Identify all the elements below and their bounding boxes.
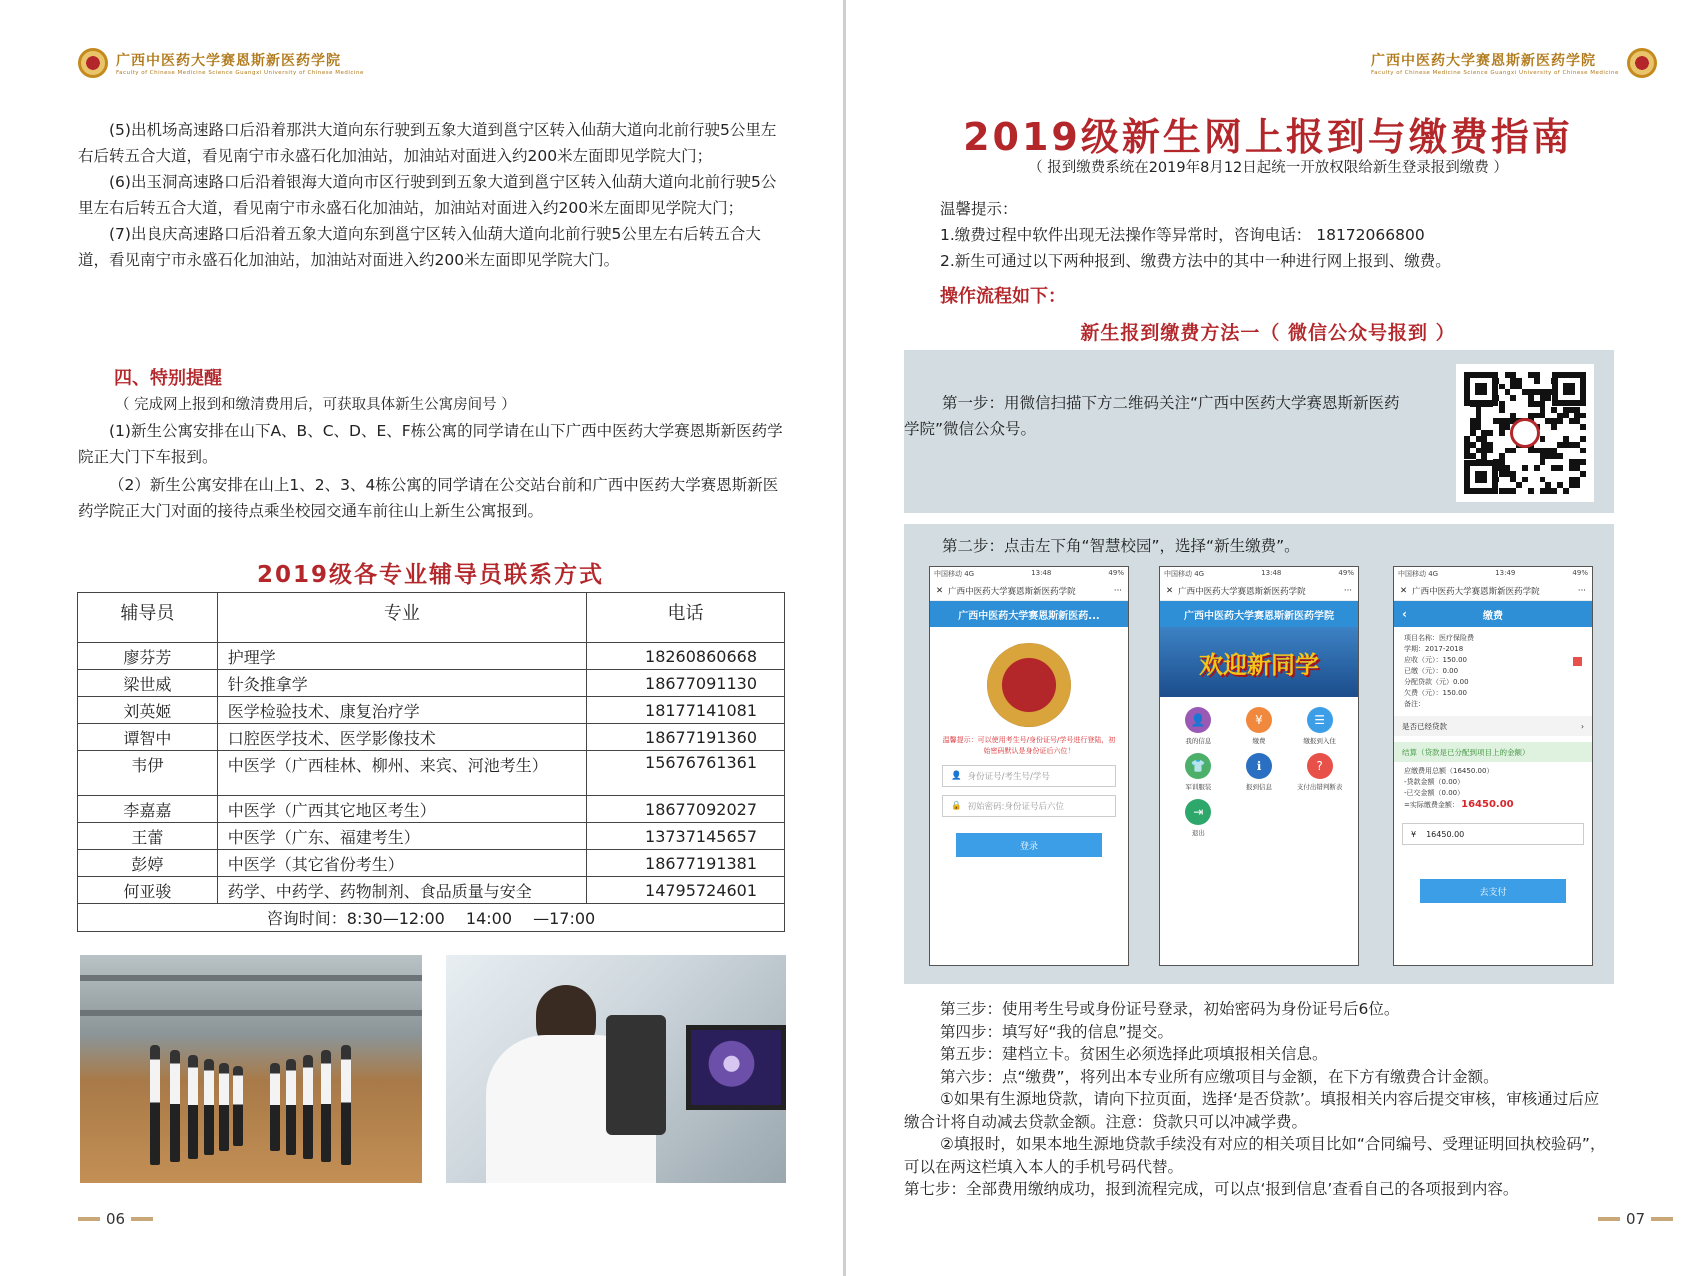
counselor-name: 韦伊 <box>78 751 218 796</box>
school-name: 广西中医药大学赛恩斯新医药学院 <box>1371 53 1596 69</box>
close-icon[interactable]: ✕ <box>1166 585 1174 596</box>
lab-photo <box>446 955 786 1183</box>
amount-input[interactable]: ¥ 16450.00 <box>1402 823 1584 845</box>
counselor-phone: 14795724601 <box>587 877 785 904</box>
menu-item[interactable] <box>1229 707 1290 745</box>
school-name-en: Faculty of Chinese Medicine Science Guangxi University of Chinese Medicine <box>1371 70 1619 76</box>
step-line: 第三步：使用考生号或身份证号登录，初始密码为身份证号后6位。 <box>940 1000 1400 1018</box>
app-title-bar: ‹ 缴费 <box>1394 601 1592 627</box>
back-icon[interactable]: ‹ <box>1402 607 1407 621</box>
step-two-panel <box>904 524 1614 984</box>
menu-item[interactable] <box>1168 799 1229 837</box>
chevron-right-icon: › <box>1581 721 1584 731</box>
counselor-name: 王蕾 <box>78 823 218 850</box>
table-row <box>78 823 785 850</box>
menu-screenshot <box>1159 566 1359 966</box>
counselor-name: 李嘉嘉 <box>78 796 218 823</box>
checkbox-icon[interactable] <box>1573 657 1582 666</box>
wechat-nav: ✕ 广西中医药大学赛恩斯新医药学院 ··· <box>930 581 1128 601</box>
directions-block <box>78 117 783 273</box>
counselor-major: 医学检验技术、康复治疗学 <box>217 697 586 724</box>
menu-item[interactable] <box>1229 753 1290 791</box>
login-button[interactable]: 登录 <box>956 833 1102 857</box>
menu-item[interactable] <box>1289 707 1350 745</box>
school-seal <box>987 643 1071 727</box>
direction-item: (6)出玉洞高速路口后沿着银海大道向市区行驶到到五象大道到邕宁区转入仙葫大道向北前行驶5公里左右后转五合大道，看见南宁市永盛石化加油站，加油站对面进入约200米左面即见学院大门； <box>78 173 777 217</box>
uniform-icon: 👕 <box>1185 753 1211 779</box>
reminder-item: （2）新生公寓安排在山上1、2、3、4栋公寓的同学请在公交站台前和广西中医药大学赛恩斯新医药学院正大门对面的接待点乘坐校园交通车前往山上新生公寓报到。 <box>78 476 779 520</box>
school-name-en: Faculty of Chinese Medicine Science Guangxi University of Chinese Medicine <box>116 70 364 76</box>
user-icon: 👤 <box>1185 707 1211 733</box>
consult-hours: 咨询时间：8:30—12:00 14:00 —17:00 <box>78 904 785 932</box>
table-title: 2019级各专业辅导员联系方式 <box>256 562 604 588</box>
login-warning: 温馨提示：可以使用考生号/身份证号/学号进行登陆，初始密码默认是身份证后六位！ <box>942 736 1116 755</box>
app-title-bar: 广西中医药大学赛恩斯新医药... <box>930 601 1128 627</box>
checkin-icon: ☰ <box>1307 707 1333 733</box>
menu-item-label: 军训服装 <box>1185 783 1212 791</box>
counselor-major: 中医学（广东、福建考生） <box>217 823 586 850</box>
table-row <box>78 724 785 751</box>
school-name: 广西中医药大学赛恩斯新医药学院 <box>116 53 341 69</box>
counselor-name: 廖芬芳 <box>78 643 218 670</box>
status-bar: 中国移动 4G 13:49 49% <box>1398 569 1588 578</box>
qr-logo <box>1510 418 1540 448</box>
more-icon[interactable]: ··· <box>1113 585 1122 596</box>
info-icon: ℹ <box>1246 753 1272 779</box>
counselor-name: 刘英姬 <box>78 697 218 724</box>
more-icon[interactable]: ··· <box>1577 585 1586 596</box>
step-line: ②填报时，如果本地生源地贷款手续没有对应的相关项目比如“合同编号、受理证明回执校验码”，可以在两这栏填入本人的手机号码代替。 <box>904 1135 1606 1176</box>
tip-line: 温馨提示： <box>940 200 1018 218</box>
step-line: ①如果有生源地贷款，请向下拉页面，选择‘是否贷款’。填报相关内容后提交审核，审核通过后应缴合计将自动减去贷款金额。注意：贷款只可以冲减学费。 <box>904 1090 1600 1131</box>
password-field[interactable]: 🔒 初始密码:身份证号后六位 <box>942 795 1116 817</box>
method-title: 新生报到缴费方法一（ 微信公众号报到 ） <box>1080 322 1456 344</box>
counselor-major: 药学、中药学、药物制剂、食品质量与安全 <box>217 877 586 904</box>
page-number <box>78 1210 153 1228</box>
tip-line: 1.缴费过程中软件出现无法操作等异常时，咨询电话： 18172066800 <box>940 226 1425 244</box>
menu-item-label: 我的信息 <box>1185 737 1212 745</box>
step-one-panel <box>904 350 1614 513</box>
school-header <box>1371 48 1657 78</box>
steps-block <box>904 998 1614 1201</box>
counselor-phone: 18677191381 <box>587 850 785 877</box>
step-line: 第六步：点“缴费”，将列出本专业所有应缴项目与金额，在下方有缴费合计金额。 <box>940 1067 1499 1086</box>
table-header: 辅导员 <box>78 593 218 643</box>
status-bar: 中国移动 4G 13:48 49% <box>934 569 1124 578</box>
wechat-nav: ✕ 广西中医药大学赛恩斯新医药学院 ··· <box>1160 581 1358 601</box>
qr-code <box>1456 364 1594 502</box>
app-title-bar: 广西中医药大学赛恩斯新医药学院 <box>1160 601 1358 627</box>
counselor-phone: 15676761361 <box>587 751 785 796</box>
counselor-name: 彭婷 <box>78 850 218 877</box>
table-row <box>78 850 785 877</box>
counselor-major: 中医学（广西桂林、柳州、来宾、河池考生） <box>217 751 586 796</box>
wechat-nav: ✕ 广西中医药大学赛恩斯新医药学院 ··· <box>1394 581 1592 601</box>
counselor-major: 护理学 <box>217 643 586 670</box>
payment-icon: ¥ <box>1246 707 1272 733</box>
counselor-major: 中医学（广西其它地区考生） <box>217 796 586 823</box>
counselor-phone: 13737145657 <box>587 823 785 850</box>
close-icon[interactable]: ✕ <box>936 585 944 596</box>
settlement-summary: 应缴费用总额（16450.00） -贷款金额（0.00） -已交金额（0.00） =实际缴费金额： 16450.00 <box>1404 767 1514 810</box>
menu-grid <box>1160 697 1358 837</box>
fee-item: 项目名称：医疗保险费 学期：2017-2018 应收（元）：150.00 已缴（元）：0.00 分配贷款（元）0.00 欠费（元）：150.00 备注： <box>1394 627 1592 710</box>
table-header: 电话 <box>587 593 785 643</box>
table-footer-row <box>78 904 785 932</box>
close-icon[interactable]: ✕ <box>1400 585 1408 596</box>
menu-item-label: 支付出错判断表 <box>1296 783 1343 791</box>
step-line: 第四步：填写好“我的信息”提交。 <box>940 1022 1174 1041</box>
exit-icon: ⇥ <box>1185 799 1211 825</box>
login-screenshot <box>929 566 1129 966</box>
payment-screenshot <box>1393 566 1593 966</box>
reminder-item: (1)新生公寓安排在山下A、B、C、D、E、F栋公寓的同学请在山下广西中医药大学赛恩斯新医药学院正大门下车报到。 <box>78 422 783 466</box>
direction-item: (5)出机场高速路口后沿着那洪大道向东行驶到五象大道到邕宁区转入仙葫大道向北前行驶5公里左右后转五合大道，看见南宁市永盛石化加油站，加油站对面进入约200米左面即见学院大门； <box>78 121 777 165</box>
reminders-block <box>78 418 783 526</box>
table-row <box>78 751 785 796</box>
guide-title: 2019级新生网上报到与缴费指南 <box>963 115 1573 159</box>
right-page <box>846 0 1690 1276</box>
status-bar: 中国移动 4G 13:48 49% <box>1164 569 1354 578</box>
counselor-name: 谭智中 <box>78 724 218 751</box>
section-note: （ 完成网上报到和缴清费用后，可获取具体新生公寓房间号 ） <box>115 397 516 413</box>
loan-option[interactable]: 是否已经贷款 › <box>1394 716 1592 736</box>
welcome-banner: 欢迎新同学 <box>1160 627 1358 697</box>
pay-button[interactable]: 去支付 <box>1420 879 1566 903</box>
page-number-text: 07 <box>1626 1210 1646 1228</box>
school-logo <box>1627 48 1657 78</box>
school-logo <box>78 48 108 78</box>
lock-icon: 🔒 <box>951 801 962 811</box>
step-one-text: 第一步：用微信扫描下方二维码关注“广西中医药大学赛恩斯新医药学院”微信公众号。 <box>904 394 1400 438</box>
menu-item-label: 报到信息 <box>1245 783 1272 791</box>
guide-subtitle: （ 报到缴费系统在2019年8月12日起统一开放权限给新生登录报到缴费 ） <box>1028 160 1508 176</box>
counselor-major: 针灸推拿学 <box>217 670 586 697</box>
page-number-text: 06 <box>106 1210 126 1228</box>
table-row <box>78 643 785 670</box>
training-hall-photo <box>80 955 422 1183</box>
table-row <box>78 796 785 823</box>
counselor-phone: 18677092027 <box>587 796 785 823</box>
table-row <box>78 697 785 724</box>
counselor-phone: 18677191360 <box>587 724 785 751</box>
actual-amount: 16450.00 <box>1461 799 1514 810</box>
step-line: 第七步：全部费用缴纳成功，报到流程完成，可以点‘报到信息’查看自己的各项报到内容。 <box>904 1180 1519 1198</box>
menu-item[interactable] <box>1168 707 1229 745</box>
tip-line: 2.新生可通过以下两种报到、缴费方法中的其中一种进行网上报到、缴费。 <box>940 252 1451 270</box>
school-header <box>78 48 364 78</box>
menu-item[interactable] <box>1289 753 1350 791</box>
direction-item: (7)出良庆高速路口后沿着五象大道向东到邕宁区转入仙葫大道向北前行驶5公里左右后转五合大道，看见南宁市永盛石化加油站，加油站对面进入约200米左面即见学院大门。 <box>78 225 761 269</box>
menu-item-label: 缴报到入住 <box>1303 737 1336 745</box>
counselor-major: 口腔医学技术、医学影像技术 <box>217 724 586 751</box>
help-icon: ? <box>1307 753 1333 779</box>
counselor-major: 中医学（其它省份考生） <box>217 850 586 877</box>
counselor-name: 何亚骏 <box>78 877 218 904</box>
counselor-table <box>77 592 785 932</box>
step-two-text: 第二步：点击左下角“智慧校园”，选择“新生缴费”。 <box>942 537 1300 555</box>
section-title: 四、特别提醒 <box>114 368 222 389</box>
table-row <box>78 877 785 904</box>
left-page <box>0 0 844 1276</box>
user-icon: 👤 <box>951 771 962 781</box>
more-icon[interactable]: ··· <box>1343 585 1352 596</box>
page-number <box>1598 1210 1673 1228</box>
step-line: 第五步：建档立卡。贫困生必须选择此项填报相关信息。 <box>940 1045 1328 1063</box>
menu-item-label: 退出 <box>1191 829 1205 837</box>
counselor-phone: 18260860668 <box>587 643 785 670</box>
tips-block <box>940 196 1640 274</box>
username-field[interactable]: 👤 身份证号/考生号/学号 <box>942 765 1116 787</box>
table-header: 专业 <box>217 593 586 643</box>
counselor-phone: 18677091130 <box>587 670 785 697</box>
menu-item[interactable] <box>1168 753 1229 791</box>
settlement-header: 结算（贷款是已分配到项目上的金额） <box>1394 742 1592 762</box>
process-title: 操作流程如下： <box>940 286 1066 307</box>
counselor-phone: 18177141081 <box>587 697 785 724</box>
counselor-name: 梁世威 <box>78 670 218 697</box>
menu-item-label: 缴费 <box>1252 737 1266 745</box>
table-row <box>78 670 785 697</box>
